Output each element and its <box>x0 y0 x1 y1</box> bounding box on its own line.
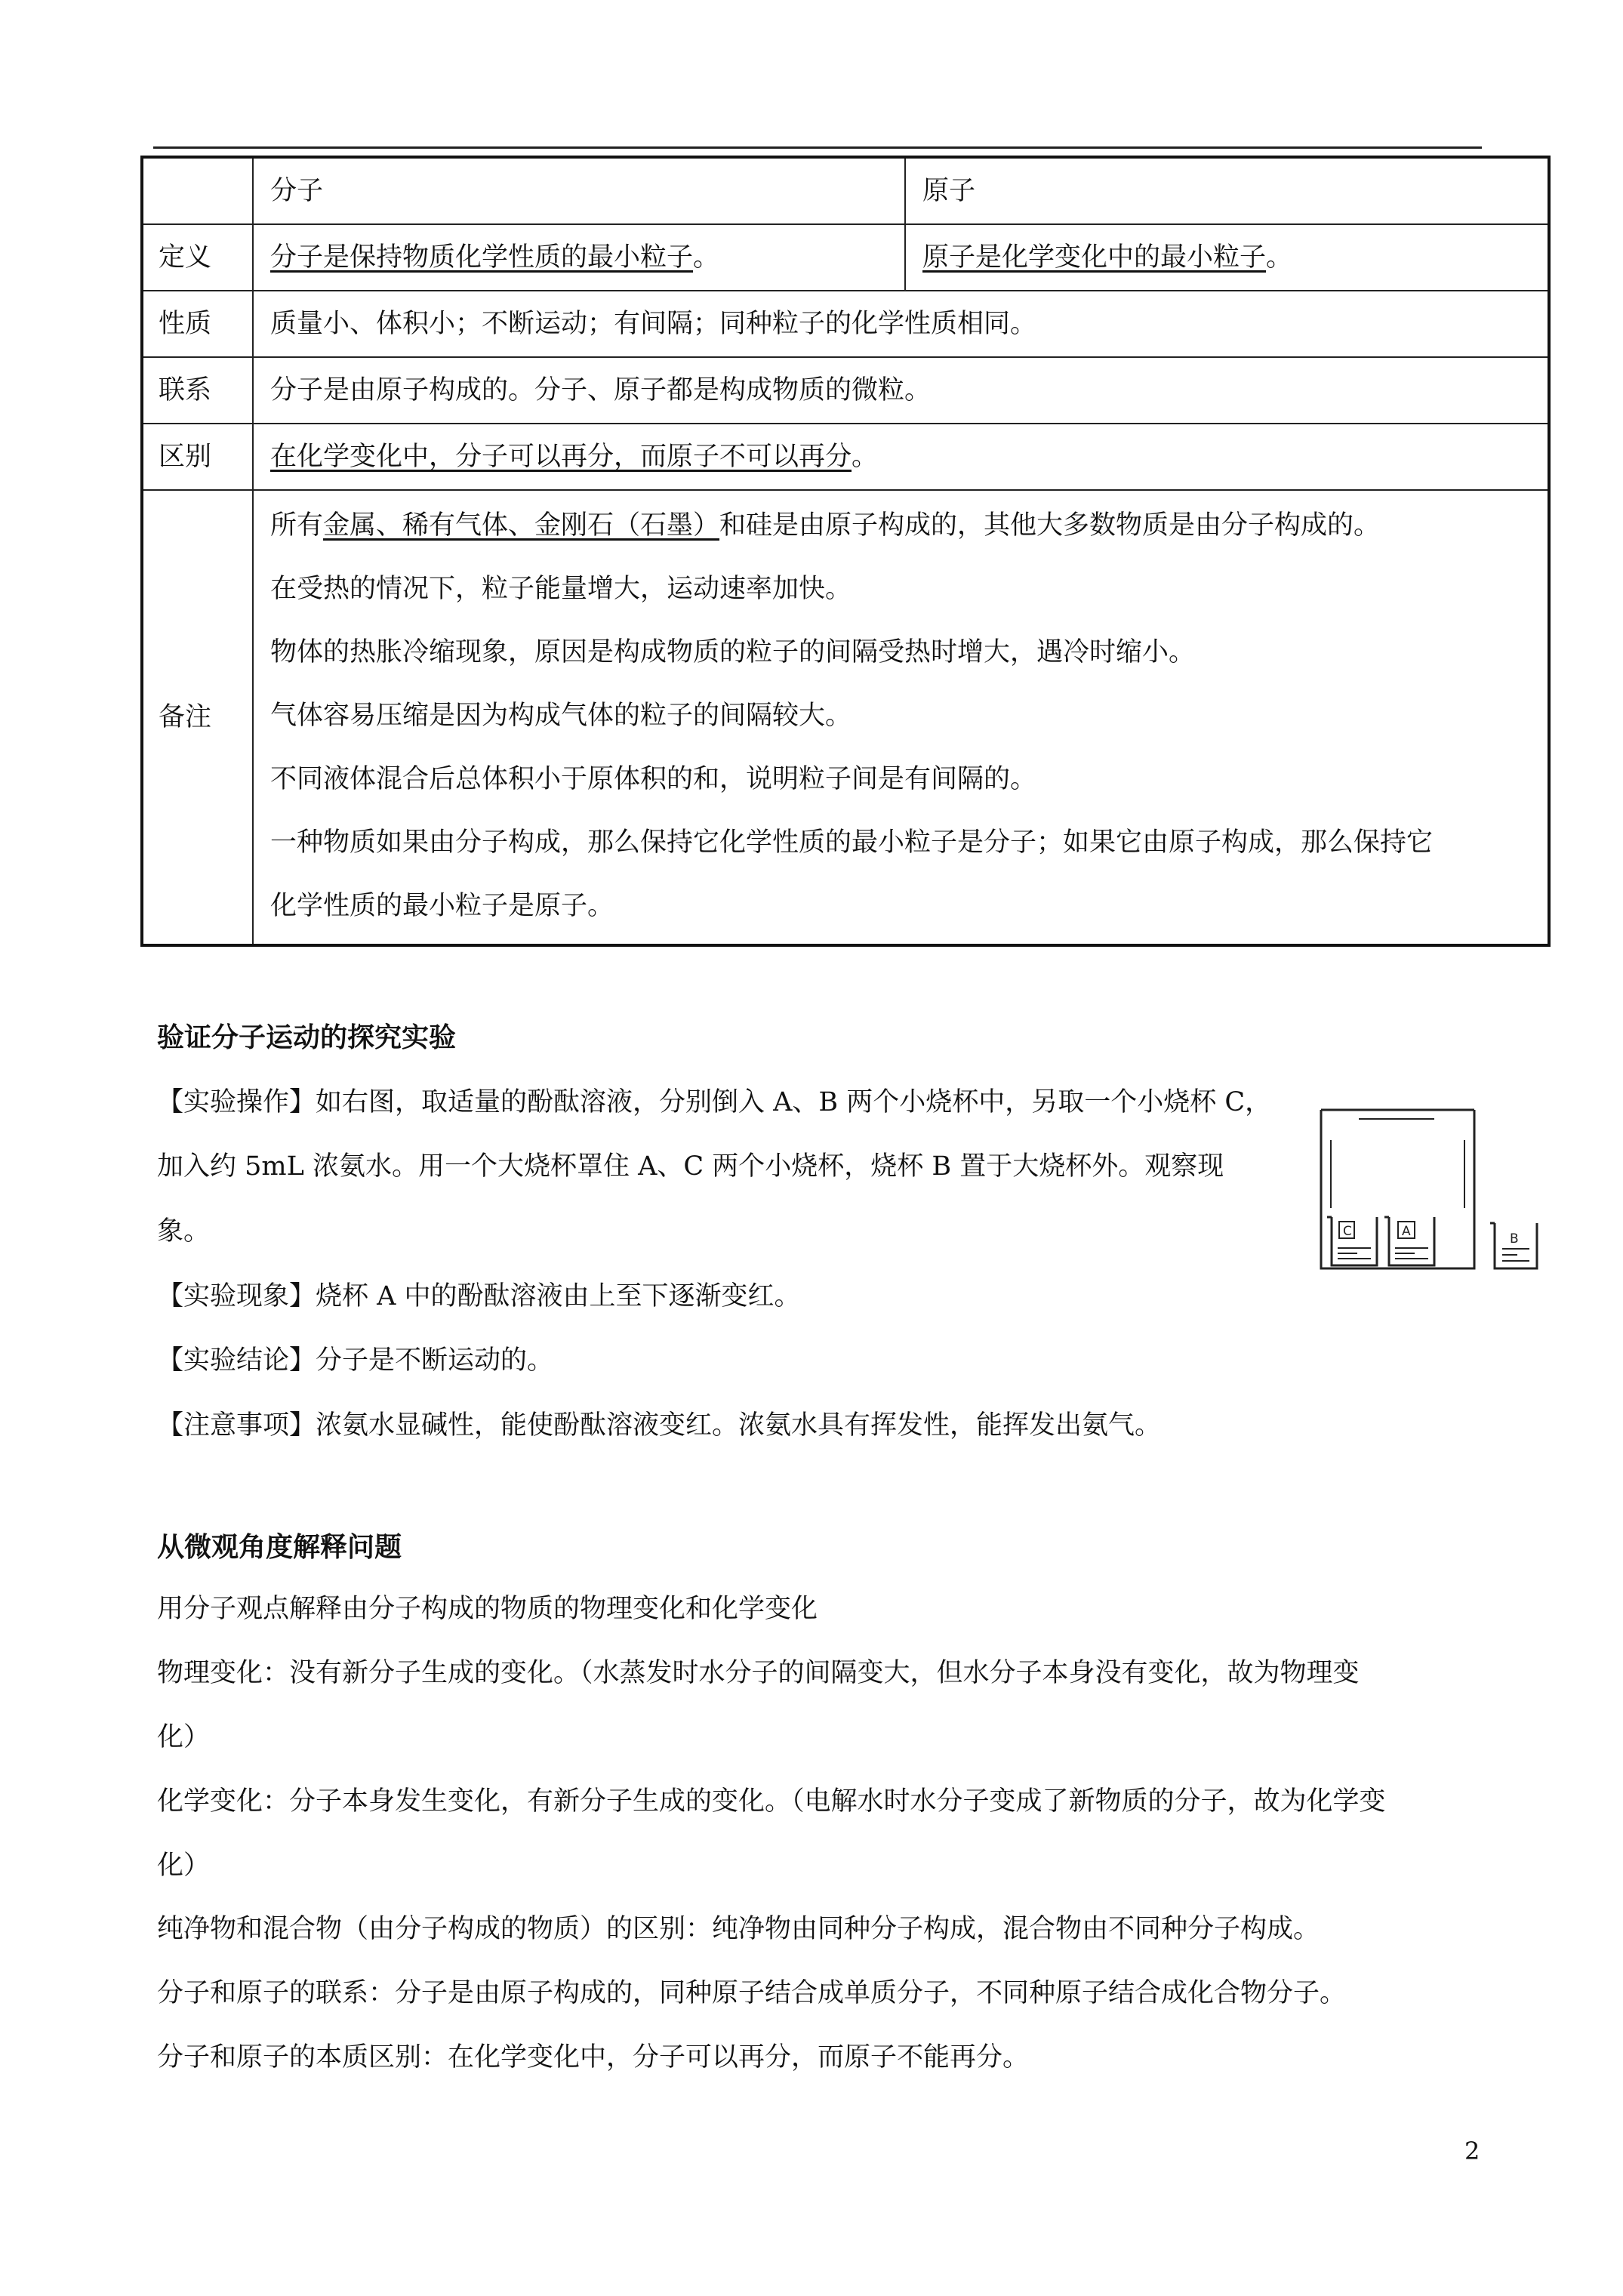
property-text: 质量小、体积小；不断运动；有间隔；同种粒子的化学性质相同。 <box>253 291 1549 357</box>
difference-cell <box>253 424 1549 490</box>
micro-line-1: 用分子观点解释由分子构成的物质的物理变化和化学变化 <box>157 1594 818 1624</box>
micro-line-4: 化学变化：分子本身发生变化，有新分子生成的变化。（电解水时水分子变成了新物质的分子，故为化学变 <box>157 1786 1386 1817</box>
label-b: B <box>1510 1231 1519 1247</box>
property-row <box>142 291 1549 357</box>
note-1-c: 和硅是由原子构成的，其他大多数物质是由分子构成的。 <box>719 510 1381 541</box>
note-1-a: 所有 <box>270 510 324 541</box>
micro-line-6: 纯净物和混合物（由分子构成的物质）的区别：纯净物由同种分子构成，混合物由不同种分子构成。 <box>157 1914 1320 1944</box>
page-number: 2 <box>1464 2137 1480 2165</box>
notes-label: 备注 <box>142 490 253 945</box>
experiment-notice: 【注意事项】浓氨水显碱性，能使酚酞溶液变红。浓氨水具有挥发性，能挥发出氨气。 <box>157 1410 1162 1441</box>
relation-label: 联系 <box>142 357 253 424</box>
notes-row <box>142 490 1549 945</box>
micro-line-7: 分子和原子的联系：分子是由原子构成的，同种原子结合成单质分子，不同种原子结合成化合物分子。 <box>157 1978 1347 2008</box>
experiment-title: 验证分子运动的探究实验 <box>157 1022 457 1053</box>
micro-title: 从微观角度解释问题 <box>157 1531 402 1563</box>
relation-text: 分子是由原子构成的。分子、原子都是构成物质的微粒。 <box>253 357 1549 424</box>
note-1-underlined: 金属、稀有气体、金刚石（石墨） <box>323 510 720 541</box>
experiment-operation-1: 【实验操作】如右图，取适量的酚酞溶液，分别倒入 A、B 两个小烧杯中，另取一个小烧杯 C， <box>157 1087 1272 1117</box>
definition-row <box>142 224 1549 291</box>
label-c: C <box>1343 1224 1352 1239</box>
molecule-definition-text: 分子是保持物质化学性质的最小粒子 <box>270 242 694 273</box>
experiment-conclusion: 【实验结论】分子是不断运动的。 <box>157 1345 554 1376</box>
note-4: 气体容易压缩是因为构成气体的粒子的间隔较大。 <box>270 701 852 731</box>
note-1 <box>270 494 1548 557</box>
note-6a: 一种物质如果由分子构成，那么保持它化学性质的最小粒子是分子；如果它由原子构成，那么保持它 <box>270 827 1434 858</box>
definition-atom <box>905 224 1549 291</box>
molecule-atom-table <box>140 156 1551 947</box>
table-header-row <box>142 157 1549 224</box>
experiment-phenomenon: 【实验现象】烧杯 A 中的酚酞溶液由上至下逐渐变红。 <box>157 1281 801 1311</box>
beaker-experiment-figure <box>1313 1087 1555 1284</box>
difference-text: 在化学变化中，分子可以再分，而原子不可以再分 <box>270 442 852 472</box>
micro-line-2: 物理变化：没有新分子生成的变化。（水蒸发时水分子的间隔变大，但水分子本身没有变化，故为物理变 <box>157 1658 1360 1688</box>
relation-row <box>142 357 1549 424</box>
difference-row <box>142 424 1549 490</box>
corner-cell <box>142 157 253 224</box>
punct: 。 <box>852 442 879 472</box>
experiment-operation-3: 象。 <box>157 1216 211 1247</box>
punct: 。 <box>693 242 720 273</box>
micro-line-5: 化） <box>157 1851 211 1881</box>
punct: 。 <box>1266 242 1293 273</box>
property-label: 性质 <box>142 291 253 357</box>
atom-definition-text: 原子是化学变化中的最小粒子 <box>922 242 1267 273</box>
note-5: 不同液体混合后总体积小于原体积的和，说明粒子间是有间隔的。 <box>270 764 1037 794</box>
header-molecule: 分子 <box>253 157 905 224</box>
experiment-operation-2: 加入约 5mL 浓氨水。用一个大烧杯罩住 A、C 两个小烧杯，烧杯 B 置于大烧杯外。观察现 <box>157 1151 1224 1182</box>
large-beaker <box>1321 1110 1474 1268</box>
definition-label: 定义 <box>142 224 253 291</box>
micro-line-3: 化） <box>157 1722 211 1752</box>
notes-cell <box>253 490 1549 945</box>
difference-label: 区别 <box>142 424 253 490</box>
header-rule <box>153 146 1482 149</box>
note-2: 在受热的情况下，粒子能量增大，运动速率加快。 <box>270 574 852 604</box>
label-a: A <box>1402 1224 1411 1239</box>
note-6b: 化学性质的最小粒子是原子。 <box>270 891 614 921</box>
definition-molecule <box>253 224 905 291</box>
note-3: 物体的热胀冷缩现象，原因是构成物质的粒子的间隔受热时增大，遇冷时缩小。 <box>270 637 1196 667</box>
header-atom: 原子 <box>905 157 1549 224</box>
micro-line-8: 分子和原子的本质区别：在化学变化中，分子可以再分，而原子不能再分。 <box>157 2042 1030 2073</box>
beaker-c <box>1327 1217 1377 1265</box>
